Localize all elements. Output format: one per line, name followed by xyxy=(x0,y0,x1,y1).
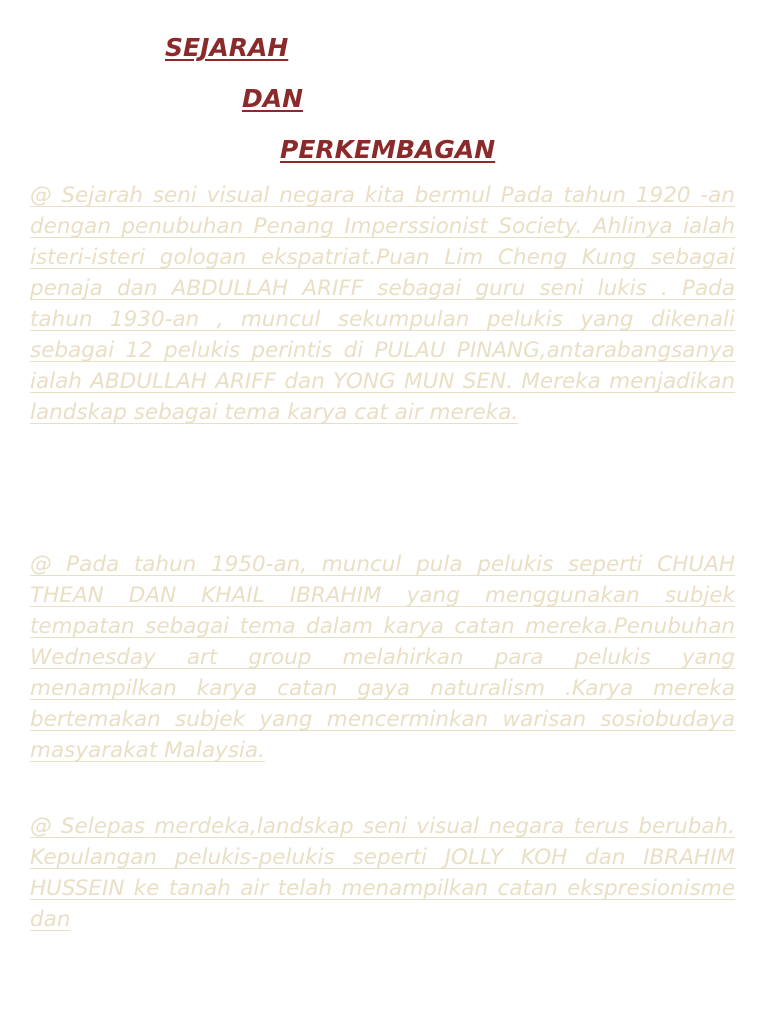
title-line-perkembagan: PERKEMBAGAN xyxy=(280,135,496,164)
paragraph-1: @ Sejarah seni visual negara kita bermul Pada tahun 1920 -an dengan penubuhan Penang Imperssionist Society. Ahlinya ialah isteri-isteri gologan ekspatriat.Puan Lim Cheng Kung sebagai penaja dan ABDULLAH ARIFF sebagai guru seni lukis . Pada tahun 1930-an , muncul sekumpulan pelukis yang dikenali sebagai 12 pelukis perintis di PULAU PINANG,antarabangsanya ialah ABDULLAH ARIFF dan YONG MUN SEN. Mereka menjadikan landskap sebagai tema karya cat air mereka. xyxy=(30,183,735,425)
paragraph-2: @ Pada tahun 1950-an, muncul pula pelukis seperti CHUAH THEAN DAN KHAIL IBRAHIM yang menggunakan subjek tempatan sebagai tema dalam karya catan mereka.Penubuhan Wednesday art group melahirkan para pelukis yang menampilkan karya catan gaya naturalism .Karya mereka bertemakan subjek yang mencerminkan warisan sosiobudaya masyarakat Malaysia. xyxy=(30,552,735,763)
paragraph-3: @ Selepas merdeka,landskap seni visual negara terus berubah. Kepulangan pelukis-pelukis seperti JOLLY KOH dan IBRAHIM HUSSEIN ke tanah air telah menampilkan catan ekspresionisme dan xyxy=(30,814,735,932)
title-line-dan: DAN xyxy=(242,84,304,113)
title-line-sejarah: SEJARAH xyxy=(165,33,289,62)
